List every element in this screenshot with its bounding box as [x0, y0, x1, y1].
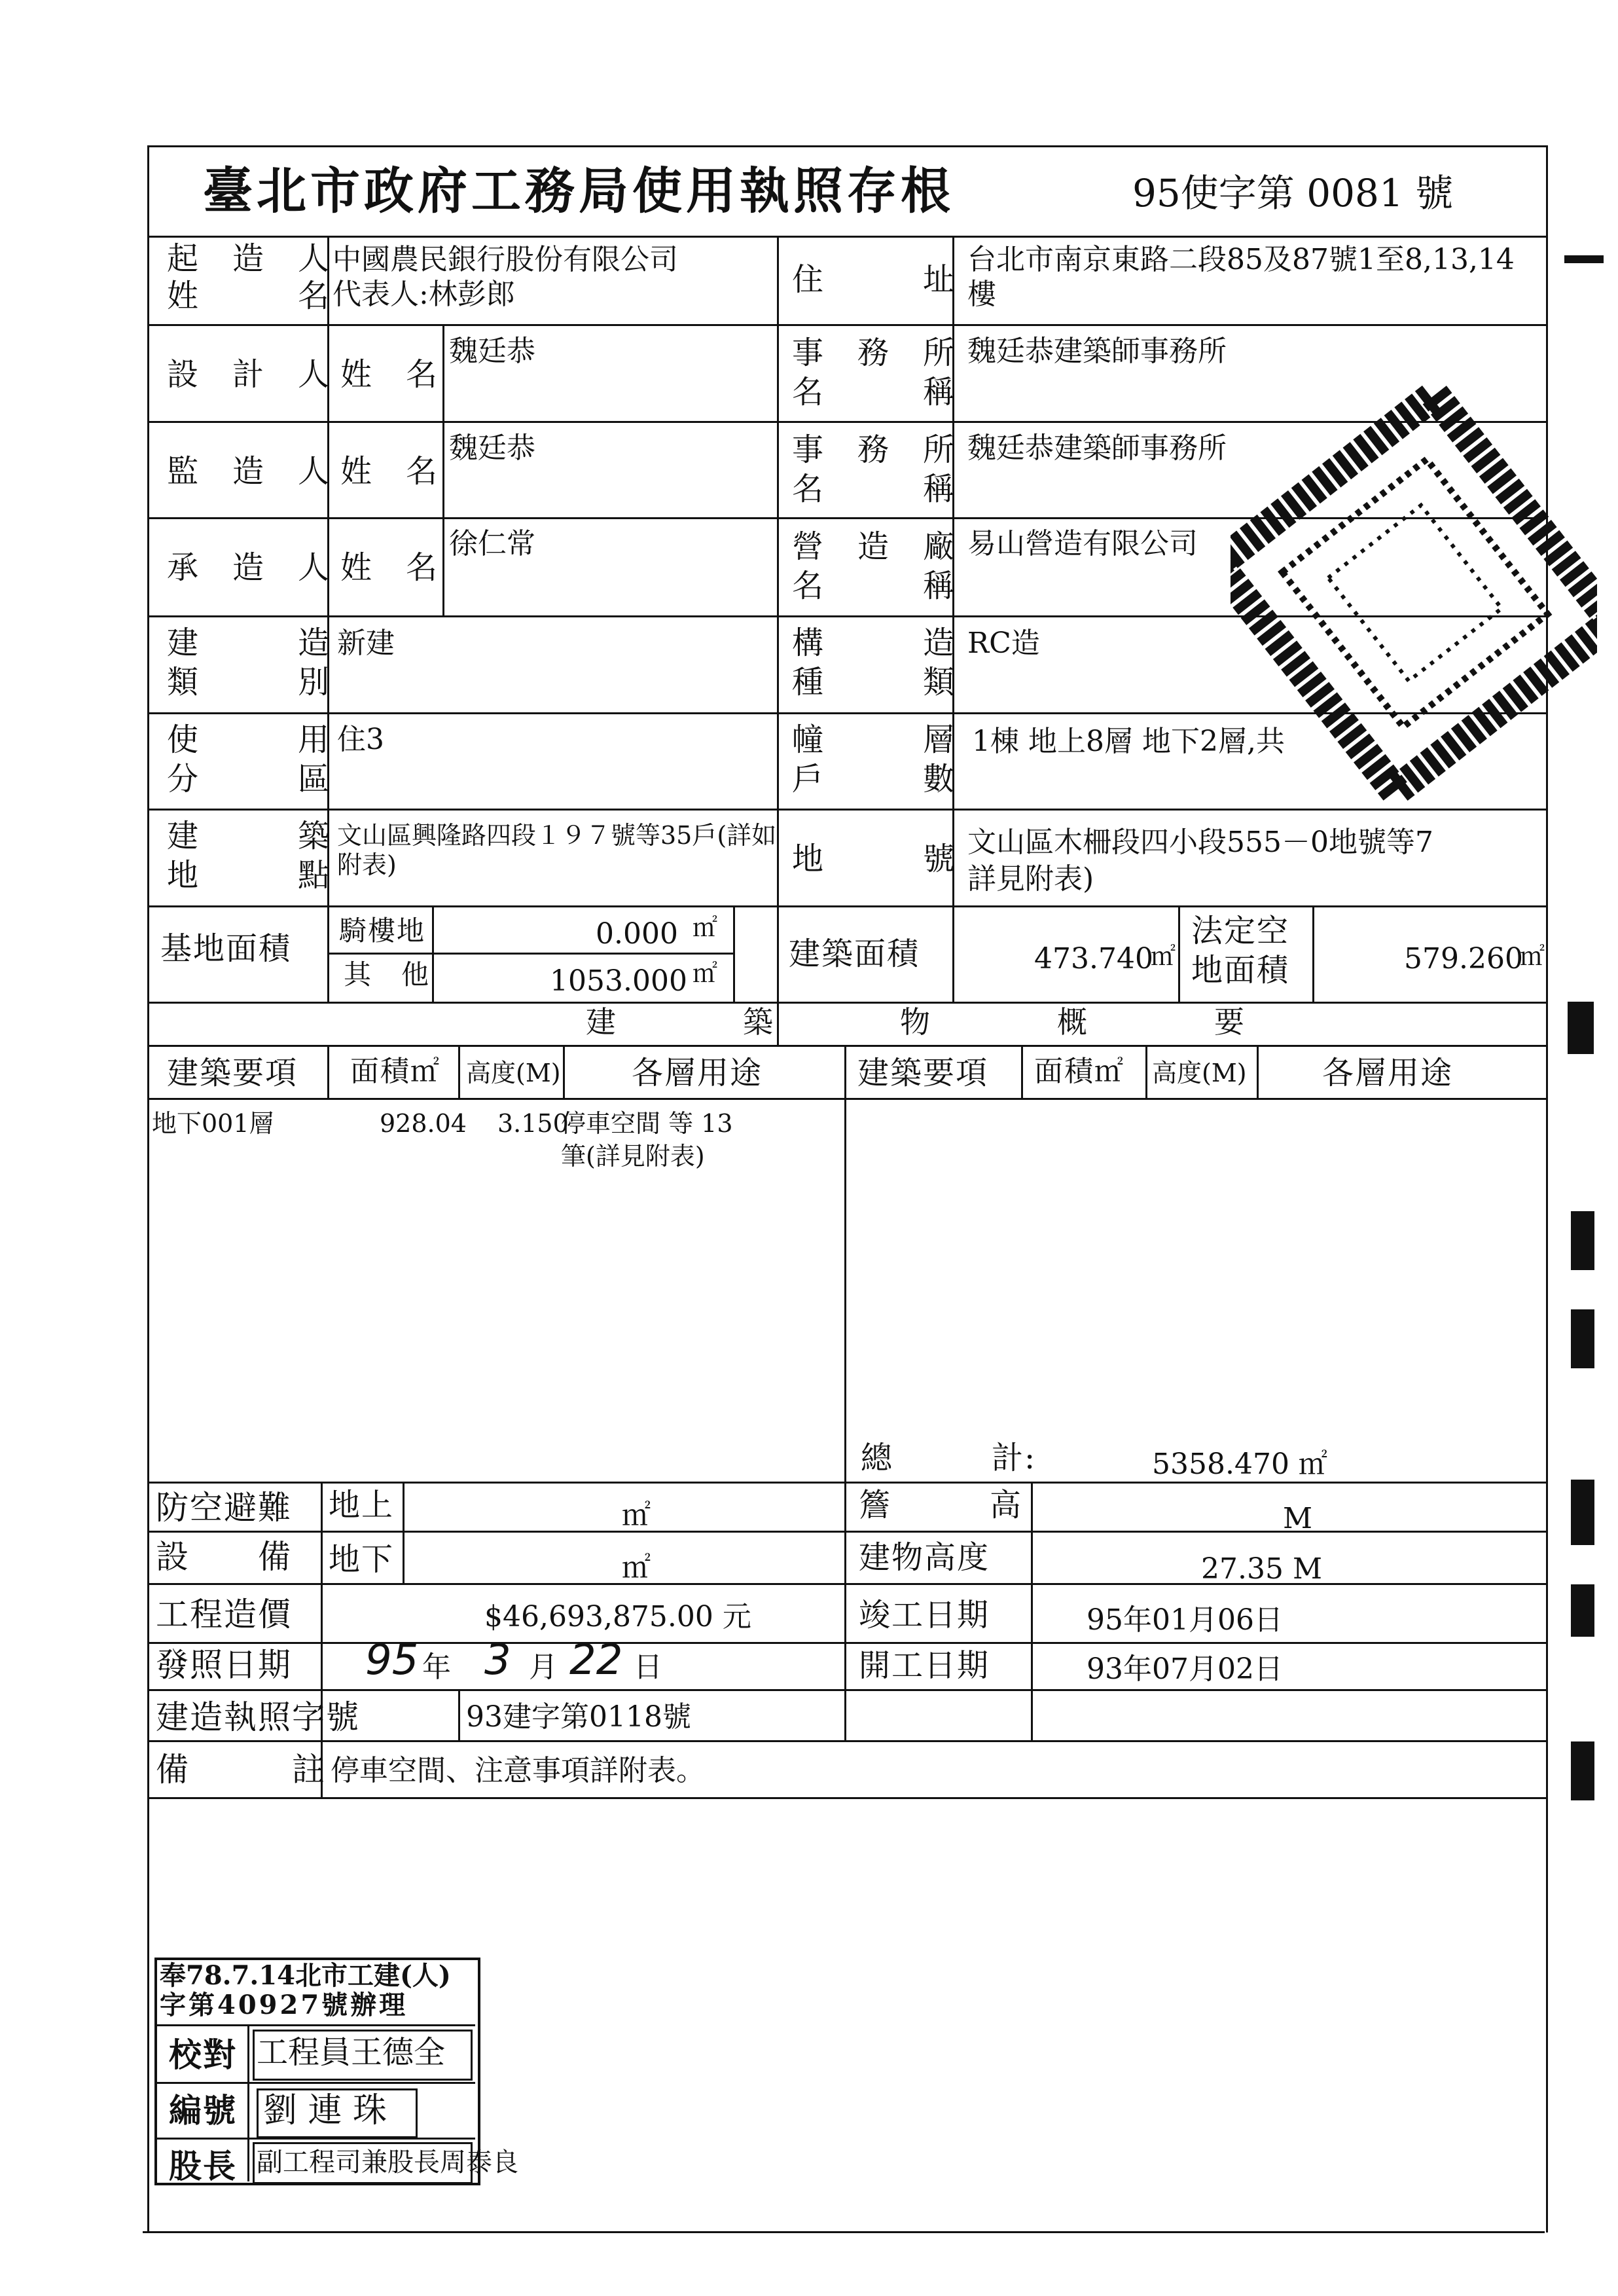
stamp-line — [154, 2082, 475, 2084]
row-line — [327, 953, 733, 955]
row1-item: 地下001層 — [152, 1109, 274, 1138]
col-item-right: 建築要項 — [857, 1055, 989, 1091]
supervisor-office-label-1: 事 務 所 — [792, 431, 956, 468]
edge-mark — [1571, 1480, 1594, 1545]
supervisor-name: 魏廷恭 — [449, 431, 535, 465]
col-height-right: 高度(M) — [1152, 1059, 1247, 1087]
address-label: 住 址 — [792, 261, 956, 298]
row-line — [147, 1797, 1548, 1799]
check-value: 工程員王德全 — [257, 2034, 446, 2071]
issue-day-suffix: 日 — [634, 1650, 662, 1684]
total-value: 5358.470 ㎡ — [1152, 1448, 1327, 1481]
height-value: 27.35 M — [1201, 1552, 1323, 1586]
permit-value: 93建字第0118號 — [466, 1700, 691, 1734]
lot-label: 地 號 — [792, 841, 956, 877]
supervisor-label: 監 造 人 — [167, 453, 331, 490]
row-line — [147, 1002, 1548, 1004]
permit-label: 建造執照字號 — [156, 1698, 360, 1736]
frame-top — [147, 145, 1548, 147]
col-line — [1021, 1045, 1023, 1098]
check-label: 校對 — [169, 2035, 237, 2074]
row1-area: 928.04 — [380, 1109, 467, 1138]
col-line — [1257, 1045, 1259, 1098]
location-label-2: 地 點 — [167, 857, 331, 894]
eaves-label: 簷 高 — [859, 1487, 1023, 1523]
row-line — [147, 1689, 1548, 1691]
cost-label: 工程造價 — [156, 1595, 292, 1633]
location-2: 附表) — [337, 850, 397, 879]
row-line — [147, 1642, 1548, 1644]
other-value: 1053.000 — [550, 964, 687, 998]
row-line — [147, 1531, 1548, 1533]
frame-bottom — [143, 2231, 1545, 2233]
chief-value: 副工程司兼股長周泰良 — [257, 2147, 518, 2178]
col-line — [458, 1045, 460, 1098]
start-label: 開工日期 — [859, 1647, 990, 1684]
open-space-label-1: 法定空 — [1191, 913, 1290, 949]
designer-office-label-1: 事 務 所 — [792, 335, 956, 371]
cost-value: $46,693,875.00 元 — [484, 1600, 751, 1633]
lot-2: 詳見附表) — [967, 862, 1094, 896]
frame-left — [147, 145, 149, 2232]
open-space-label-2: 地面積 — [1191, 952, 1290, 989]
col-area-right: 面積㎡ — [1034, 1055, 1124, 1088]
code-label: 編號 — [169, 2091, 237, 2130]
structure-label-2: 種 類 — [792, 664, 956, 701]
code-value: 劉 連 珠 — [263, 2091, 387, 2130]
issue-month: 3 — [484, 1636, 511, 1685]
build-type-label-2: 類 別 — [167, 664, 331, 701]
chief-label: 股長 — [169, 2147, 237, 2185]
shelter-above: 地上 — [329, 1487, 395, 1523]
structure: RC造 — [967, 627, 1040, 660]
shelter-below: 地下 — [329, 1541, 395, 1578]
designer-name-label: 姓 名 — [340, 356, 439, 393]
stamp-line — [154, 2024, 475, 2026]
col-line — [777, 236, 779, 1045]
col-line — [563, 1045, 565, 1098]
building-area-value: 473.740 — [1034, 942, 1153, 975]
col-item-left: 建築要項 — [167, 1055, 298, 1091]
zoning: 住3 — [337, 723, 384, 756]
structure-label-1: 構 造 — [792, 625, 956, 661]
lot: 文山區木柵段四小段555－0地號等7 — [967, 826, 1433, 859]
other-label: 其 他 — [344, 958, 431, 991]
supervisor-office: 魏廷恭建築師事務所 — [967, 431, 1227, 465]
address-value-2: 樓 — [967, 278, 996, 311]
completion-label: 竣工日期 — [859, 1597, 990, 1633]
start-value: 93年07月02日 — [1087, 1652, 1283, 1686]
eaves-value: M — [1283, 1502, 1313, 1535]
col-line — [1312, 905, 1314, 1002]
firm-label-2: 名 稱 — [792, 568, 956, 604]
row-line — [147, 1482, 1548, 1484]
completion-value: 95年01月06日 — [1087, 1603, 1283, 1637]
col-line — [403, 1482, 404, 1583]
site-area-label: 基地面積 — [160, 930, 292, 967]
issue-month-suffix: 月 — [529, 1650, 558, 1684]
total-label: 總 計: — [861, 1440, 1037, 1476]
floors-label-2: 戶 數 — [792, 761, 956, 797]
above-unit: ㎡ — [622, 1499, 651, 1532]
row1-use: 停車空間 等 13 — [561, 1109, 733, 1138]
row-line — [147, 236, 1548, 238]
edge-mark — [1571, 1741, 1594, 1800]
row-line — [147, 1045, 1548, 1047]
applicant-value: 中國農民銀行股份有限公司 — [333, 243, 678, 276]
row-line — [147, 1583, 1548, 1585]
address-value: 台北市南京東路二段85及87號1至8,13,14 — [967, 243, 1515, 276]
location-label-1: 建 築 — [167, 818, 331, 854]
edge-mark — [1571, 1211, 1594, 1270]
col-line — [844, 1045, 846, 1740]
overview-title: 建 築 物 概 要 — [586, 1004, 1246, 1040]
official-seal-stamp — [1231, 367, 1597, 838]
col-line — [1145, 1045, 1147, 1098]
col-line — [458, 1689, 460, 1740]
row-line — [147, 324, 1548, 326]
arcade-value: 0.000 — [596, 917, 678, 951]
applicant-rep: 代表人:林彭郎 — [333, 278, 515, 311]
col-use-right: 各層用途 — [1322, 1055, 1454, 1091]
location: 文山區興隆路四段１９７號等35戶(詳如 — [337, 821, 777, 850]
floors: 1棟 地上8層 地下2層,共 — [972, 725, 1285, 758]
remarks-label: 備 註 — [156, 1751, 326, 1789]
open-space-unit: ㎡ — [1520, 942, 1545, 971]
arcade-label: 騎樓地 — [339, 915, 426, 947]
below-unit: ㎡ — [622, 1551, 651, 1584]
zoning-label-2: 分 區 — [167, 761, 331, 797]
row-line — [147, 1740, 1548, 1742]
col-line — [442, 324, 444, 615]
col-line — [327, 1045, 329, 1098]
build-type: 新建 — [337, 627, 395, 660]
building-area-label: 建築面積 — [789, 936, 920, 972]
designer-name: 魏廷恭 — [449, 335, 535, 368]
arcade-unit: ㎡ — [692, 913, 718, 942]
issue-year-suffix: 年 — [422, 1650, 451, 1684]
building-area-unit: ㎡ — [1151, 942, 1176, 971]
contractor-name-label: 姓 名 — [340, 549, 439, 586]
col-area-left: 面積㎡ — [350, 1055, 440, 1088]
col-line — [1031, 1482, 1033, 1740]
row-line — [147, 1098, 1548, 1100]
edge-mark — [1571, 1584, 1594, 1637]
row1-height: 3.150 — [497, 1109, 569, 1138]
floors-label-1: 幢 層 — [792, 721, 956, 758]
issue-year: 95 — [365, 1636, 419, 1685]
applicant-label-1: 起 造 人 — [167, 240, 331, 277]
designer-office: 魏廷恭建築師事務所 — [967, 335, 1227, 368]
contractor-name: 徐仁常 — [449, 527, 535, 560]
permit-number: 95使字第 0081 號 — [1132, 171, 1454, 215]
other-unit: ㎡ — [692, 959, 718, 988]
stamp-line — [247, 2024, 249, 2181]
supervisor-name-label: 姓 名 — [340, 453, 439, 490]
stamp-line-1: 奉78.7.14北市工建(人) — [160, 1960, 451, 1991]
applicant-label-2: 姓 名 — [167, 278, 331, 314]
issue-day: 22 — [569, 1636, 623, 1685]
col-line — [733, 905, 735, 1002]
col-line — [1178, 905, 1180, 1002]
supervisor-office-label-2: 名 稱 — [792, 471, 956, 507]
edge-mark — [1568, 1002, 1594, 1054]
zoning-label-1: 使 用 — [167, 721, 331, 758]
page-title: 臺北市政府工務局使用執照存根 — [203, 162, 954, 220]
col-use-left: 各層用途 — [632, 1055, 763, 1091]
col-height-left: 高度(M) — [466, 1059, 561, 1087]
row1-use-2: 筆(詳見附表) — [561, 1142, 705, 1171]
edge-mark — [1564, 255, 1604, 263]
remarks-value: 停車空間、注意事項詳附表。 — [331, 1754, 705, 1787]
designer-label: 設 計 人 — [167, 356, 331, 393]
open-space-value: 579.260 — [1404, 942, 1523, 975]
edge-mark — [1571, 1309, 1594, 1368]
designer-office-label-2: 名 稱 — [792, 374, 956, 410]
height-label: 建物高度 — [859, 1539, 990, 1576]
stamp-line-2: 字第40927號辦理 — [160, 1990, 408, 2020]
contractor-firm: 易山營造有限公司 — [967, 527, 1198, 560]
firm-label-1: 營 造 廠 — [792, 528, 956, 565]
shelter-label-1: 防空避難 — [156, 1489, 292, 1527]
issue-label: 發照日期 — [156, 1646, 292, 1684]
shelter-label-2: 設 備 — [156, 1538, 292, 1576]
row-line — [147, 905, 1548, 907]
contractor-label: 承 造 人 — [167, 549, 331, 586]
build-type-label-1: 建 造 — [167, 625, 331, 661]
